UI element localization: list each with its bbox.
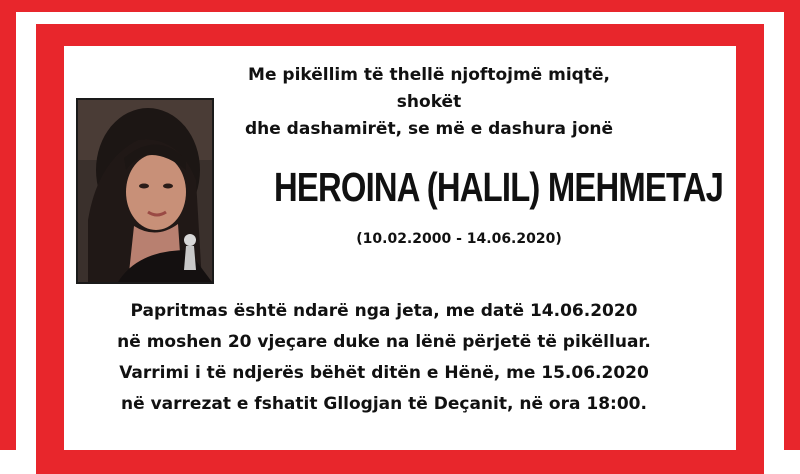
- intro-text: [214, 62, 644, 143]
- body-line: në varrezat e fshatit Gllogjan të Deçanit, në ora 18:00.: [121, 394, 647, 414]
- intro-line: dhe dashamirët, se më e dashura jonë: [244, 119, 614, 139]
- deceased-name: HEROINA (HALIL) MEHMETAJ: [274, 164, 724, 210]
- notice-body: [84, 296, 684, 420]
- body-line: Varrimi i të ndjerës bëhët ditën e Hënë, me 15.06.2020: [119, 363, 649, 383]
- obituary-card: [64, 46, 736, 450]
- body-line: në moshen 20 vjeçare duke na lënë përjetë të pikëlluar.: [117, 332, 651, 352]
- intro-line: Me pikëllim të thellë njoftojmë miqtë, shokët: [248, 65, 610, 112]
- body-line: Papritmas është ndarë nga jeta, me datë 14.06.2020: [130, 301, 638, 321]
- life-dates: (10.02.2000 - 14.06.2020): [356, 231, 562, 247]
- portrait-photo: [76, 98, 214, 284]
